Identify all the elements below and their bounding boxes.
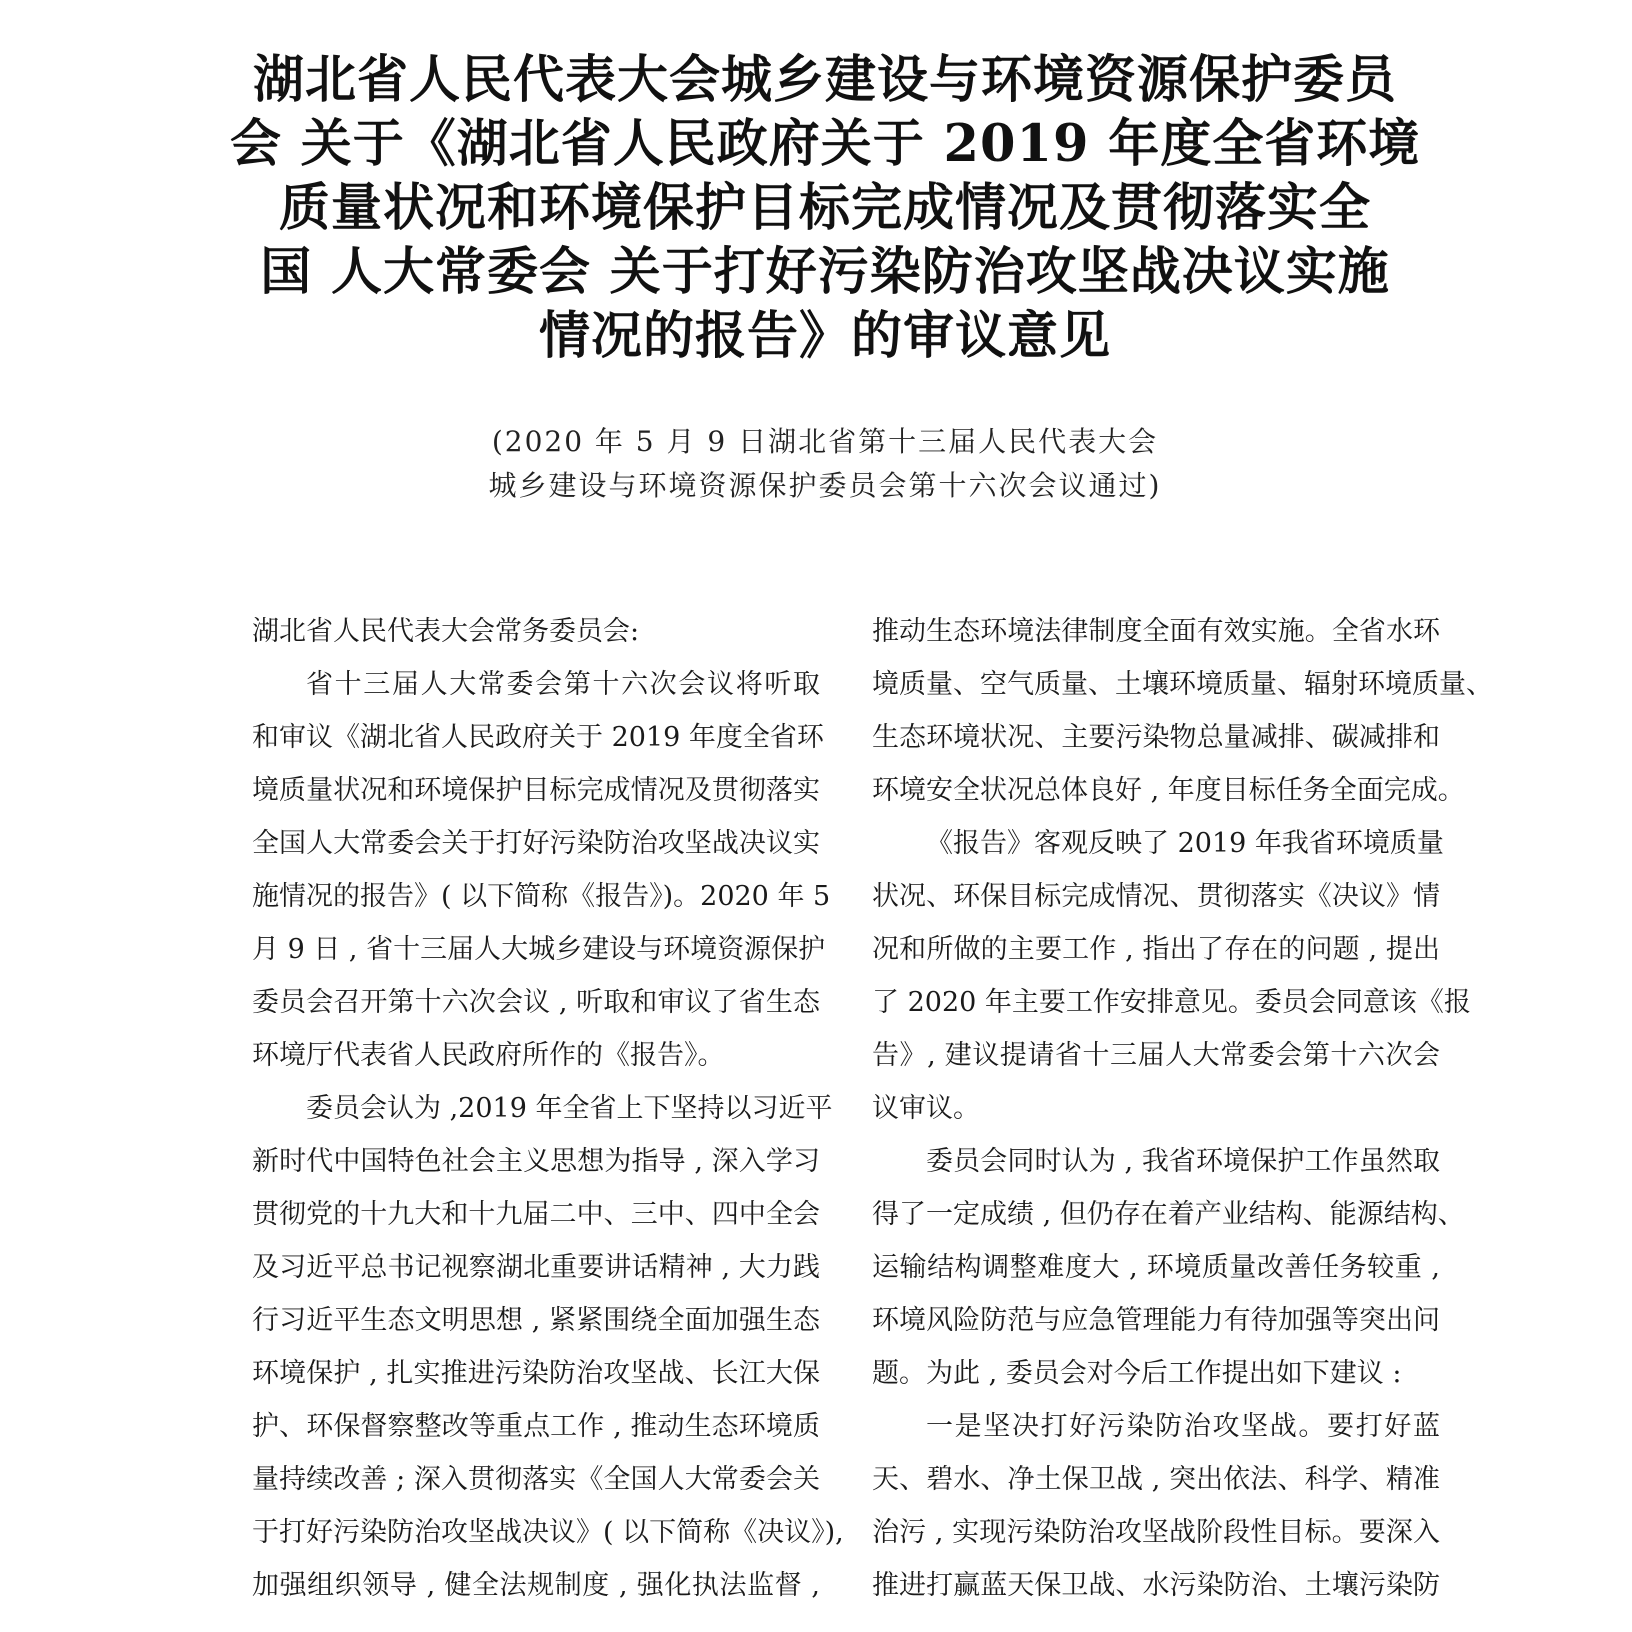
subtitle-line: 城乡建设与环境资源保护委员会第十六次会议通过) <box>488 469 1162 502</box>
text-line: 行习近平生态文明思想 , 紧紧围绕全面加强生态 <box>252 1305 820 1336</box>
text-line: 贯彻党的十九大和十九届二中、三中、四中全会 <box>252 1199 820 1230</box>
text-line: 告》, 建议提请省十三届人大常委会第十六次会 <box>872 1040 1440 1071</box>
text-line: 委员会认为 ,2019 年全省上下坚持以习近平 <box>306 1093 833 1124</box>
text-line: 一是坚决打好污染防治攻坚战。要打好蓝 <box>926 1411 1440 1442</box>
text-line: 加强组织领导 , 健全法规制度 , 强化执法监督 , <box>252 1570 820 1601</box>
text-line: 新时代中国特色社会主义思想为指导 , 深入学习 <box>252 1146 820 1177</box>
text-line: 委员会召开第十六次会议 , 听取和审议了省生态 <box>252 987 820 1018</box>
text-line: 省十三届人大常委会第十六次会议将听取 <box>306 669 820 700</box>
text-line: 月 9 日 , 省十三届人大城乡建设与环境资源保护 <box>252 934 826 965</box>
text-line: 环境保护 , 扎实推进污染防治攻坚战、长江大保 <box>252 1358 820 1389</box>
text-line: 推进打赢蓝天保卫战、水污染防治、土壤污染防 <box>872 1570 1440 1601</box>
text-line: 况和所做的主要工作 , 指出了存在的问题 , 提出 <box>872 934 1440 965</box>
text-line: 天、碧水、净土保卫战 , 突出依法、科学、精准 <box>872 1464 1440 1495</box>
text-line: 状况、环保目标完成情况、贯彻落实《决议》情 <box>872 881 1440 912</box>
text-line: 治污 , 实现污染防治攻坚战阶段性目标。要深入 <box>872 1517 1440 1548</box>
text-line: 运输结构调整难度大 , 环境质量改善任务较重 , <box>872 1252 1440 1283</box>
text-line: 推动生态环境法律制度全面有效实施。全省水环 <box>872 616 1440 647</box>
document-subtitle <box>300 420 1350 508</box>
title-line: 国 人大常委会 关于打好污染防治攻坚战决议实施 <box>260 242 1390 302</box>
text-line: 及习近平总书记视察湖北重要讲话精神 , 大力践 <box>252 1252 820 1283</box>
document-title <box>230 48 1420 368</box>
text-line: 生态环境状况、主要污染物总量减排、碳减排和 <box>872 722 1440 753</box>
text-line: 护、环保督察整改等重点工作 , 推动生态环境质 <box>252 1411 820 1442</box>
text-line: 题。为此 , 委员会对今后工作提出如下建议 : <box>872 1358 1402 1389</box>
body-column-right <box>872 605 1493 1612</box>
text-line: 了 2020 年主要工作安排意见。委员会同意该《报 <box>872 987 1471 1018</box>
subtitle-line: (2020 年 5 月 9 日湖北省第十三届人民代表大会 <box>491 425 1159 458</box>
text-line: 环境安全状况总体良好 , 年度目标任务全面完成。 <box>872 775 1465 806</box>
text-line: 境质量、空气质量、土壤环境质量、辐射环境质量、 <box>872 669 1493 700</box>
text-line: 委员会同时认为 , 我省环境保护工作虽然取 <box>926 1146 1440 1177</box>
text-line: 和审议《湖北省人民政府关于 2019 年度全省环 <box>252 722 824 753</box>
text-line: 施情况的报告》( 以下简称《报告》)。2020 年 5 <box>252 881 831 912</box>
text-line: 得了一定成绩 , 但仍存在着产业结构、能源结构、 <box>872 1199 1465 1230</box>
text-line: 议审议。 <box>872 1093 980 1124</box>
text-line: 量持续改善 ; 深入贯彻落实《全国人大常委会关 <box>252 1464 820 1495</box>
title-line: 质量状况和环境保护目标完成情况及贯彻落实全 <box>278 178 1371 238</box>
title-line: 会 关于《湖北省人民政府关于 2019 年度全省环境 <box>230 114 1421 174</box>
text-line: 《报告》客观反映了 2019 年我省环境质量 <box>926 828 1444 859</box>
text-line: 全国人大常委会关于打好污染防治攻坚战决议实 <box>252 828 820 859</box>
body-column-left <box>252 605 844 1612</box>
salutation: 湖北省人民代表大会常务委员会: <box>252 616 640 647</box>
text-line: 境质量状况和环境保护目标完成情况及贯彻落实 <box>252 775 820 806</box>
title-line: 湖北省人民代表大会城乡建设与环境资源保护委员 <box>252 50 1397 110</box>
text-line: 环境风险防范与应急管理能力有待加强等突出问 <box>872 1305 1440 1336</box>
text-line: 环境厅代表省人民政府所作的《报告》。 <box>252 1040 725 1071</box>
text-line: 于打好污染防治攻坚战决议》( 以下简称《决议》), <box>252 1517 844 1548</box>
title-line: 情况的报告》的审议意见 <box>538 306 1111 366</box>
